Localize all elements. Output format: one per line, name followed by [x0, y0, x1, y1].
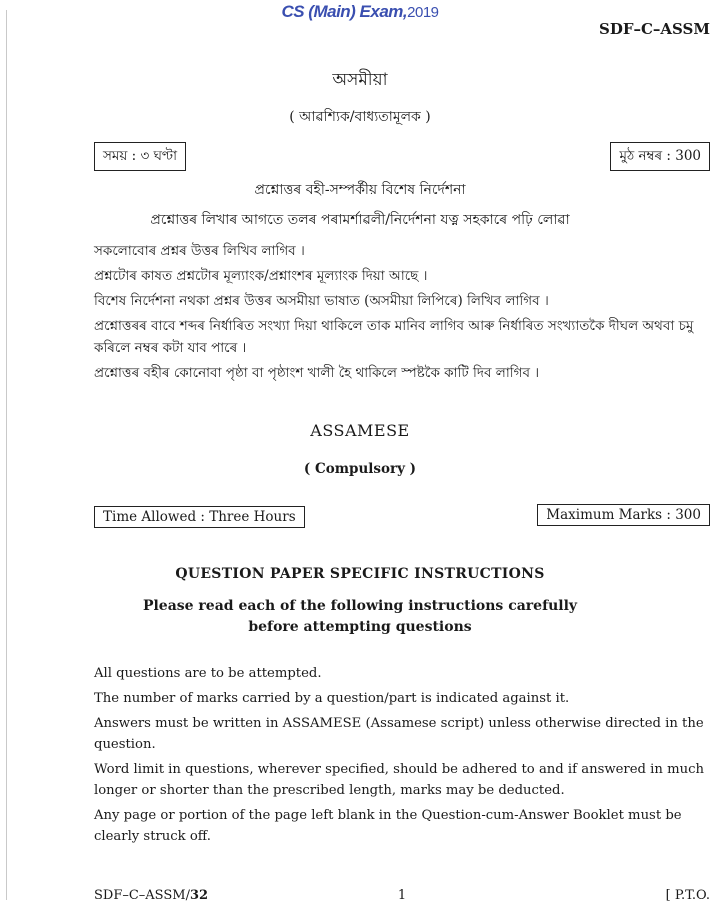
- please-read-note: [0, 596, 720, 638]
- assamese-time-box: সময় : ৩ ঘণ্টা: [94, 142, 186, 171]
- please-read-line: Please read each of the following instructions carefully: [142, 598, 578, 614]
- assamese-title: অসমীয়া: [332, 70, 388, 90]
- assamese-instructions: [94, 240, 710, 387]
- assamese-instruction: প্ৰশ্নটোৰ কাষত প্ৰশ্নটোৰ মূল্যাংক/প্ৰশ্নাংশৰ মূল্যাংক দিয়া আছে ।: [94, 268, 428, 284]
- assamese-heading: প্ৰশ্নোত্তৰ বহী-সম্পৰ্কীয় বিশেষ নিৰ্দেশনা: [254, 182, 466, 198]
- english-instruction: Answers must be written in ASSAMESE (Assamese script) unless otherwise directed in the question.: [94, 716, 704, 752]
- please-read-line: before attempting questions: [248, 619, 472, 635]
- assamese-instruction: প্ৰশ্নোত্তৰ বহীৰ কোনোবা পৃষ্ঠা বা পৃষ্ঠাংশ খালী হৈ থাকিলে স্পষ্টকৈ কাটি দিব লাগিব ।: [94, 365, 540, 381]
- paper-code: SDF–C–ASSM: [598, 20, 710, 38]
- assamese-marks-box: মুঠ নম্বৰ : 300: [610, 142, 710, 171]
- pto-label: [ P.T.O.: [665, 888, 710, 903]
- assamese-instruction: সকলোবোৰ প্ৰশ্নৰ উত্তৰ লিখিব লাগিব ।: [94, 243, 305, 259]
- assamese-subheading: প্ৰশ্নোত্তৰ লিখাৰ আগতে তলৰ পৰামৰ্শাৱলী/নিৰ্দেশনা যত্ন সহকাৰে পঢ়ি লোৱা: [150, 212, 570, 228]
- time-allowed-box: Time Allowed : Three Hours: [94, 506, 305, 528]
- page-edge-line: [6, 10, 7, 900]
- english-title: ASSAMESE: [310, 421, 410, 440]
- english-instruction: Word limit in questions, wherever specified, should be adhered to and if answered in much longer or shorter than the prescribed length, marks may be deducted.: [94, 762, 704, 798]
- exam-watermark: [0, 2, 720, 22]
- watermark-brand: CS (Main) Exam,: [281, 2, 408, 21]
- assamese-instruction: প্ৰশ্নোত্তৰৰ বাবে শব্দৰ নিৰ্ধাৰিত সংখ্যা দিয়া থাকিলে তাক মানিব লাগিব আৰু নিৰ্ধাৰিত সংখ্যাতকৈ দীঘল অথবা চমু কৰিলে নম্বৰ কটা যাব পাৰে ।: [94, 318, 694, 356]
- footer-code-number: 32: [189, 888, 209, 903]
- english-instruction: Any page or portion of the page left blank in the Question-cum-Answer Booklet must be clearly struck off.: [94, 808, 682, 844]
- footer-code-text: SDF–C–ASSM/: [94, 888, 190, 903]
- assamese-instruction: বিশেষ নিৰ্দেশনা নথকা প্ৰশ্নৰ উত্তৰ অসমীয়া ভাষাত (অসমীয়া লিপিৰে) লিখিব লাগিব ।: [94, 293, 549, 309]
- english-instruction: The number of marks carried by a question/part is indicated against it.: [94, 691, 570, 706]
- maximum-marks-box: Maximum Marks : 300: [537, 504, 710, 526]
- english-subtitle: ( Compulsory ): [303, 461, 417, 477]
- watermark-year: 2019: [407, 4, 439, 21]
- page-number: 1: [397, 888, 407, 903]
- english-instructions: [94, 663, 712, 851]
- instructions-heading: QUESTION PAPER SPECIFIC INSTRUCTIONS: [175, 566, 545, 582]
- english-instruction: All questions are to be attempted.: [94, 666, 322, 681]
- assamese-subtitle: ( আৱশ্যিক/বাধ্যতামূলক ): [289, 109, 431, 125]
